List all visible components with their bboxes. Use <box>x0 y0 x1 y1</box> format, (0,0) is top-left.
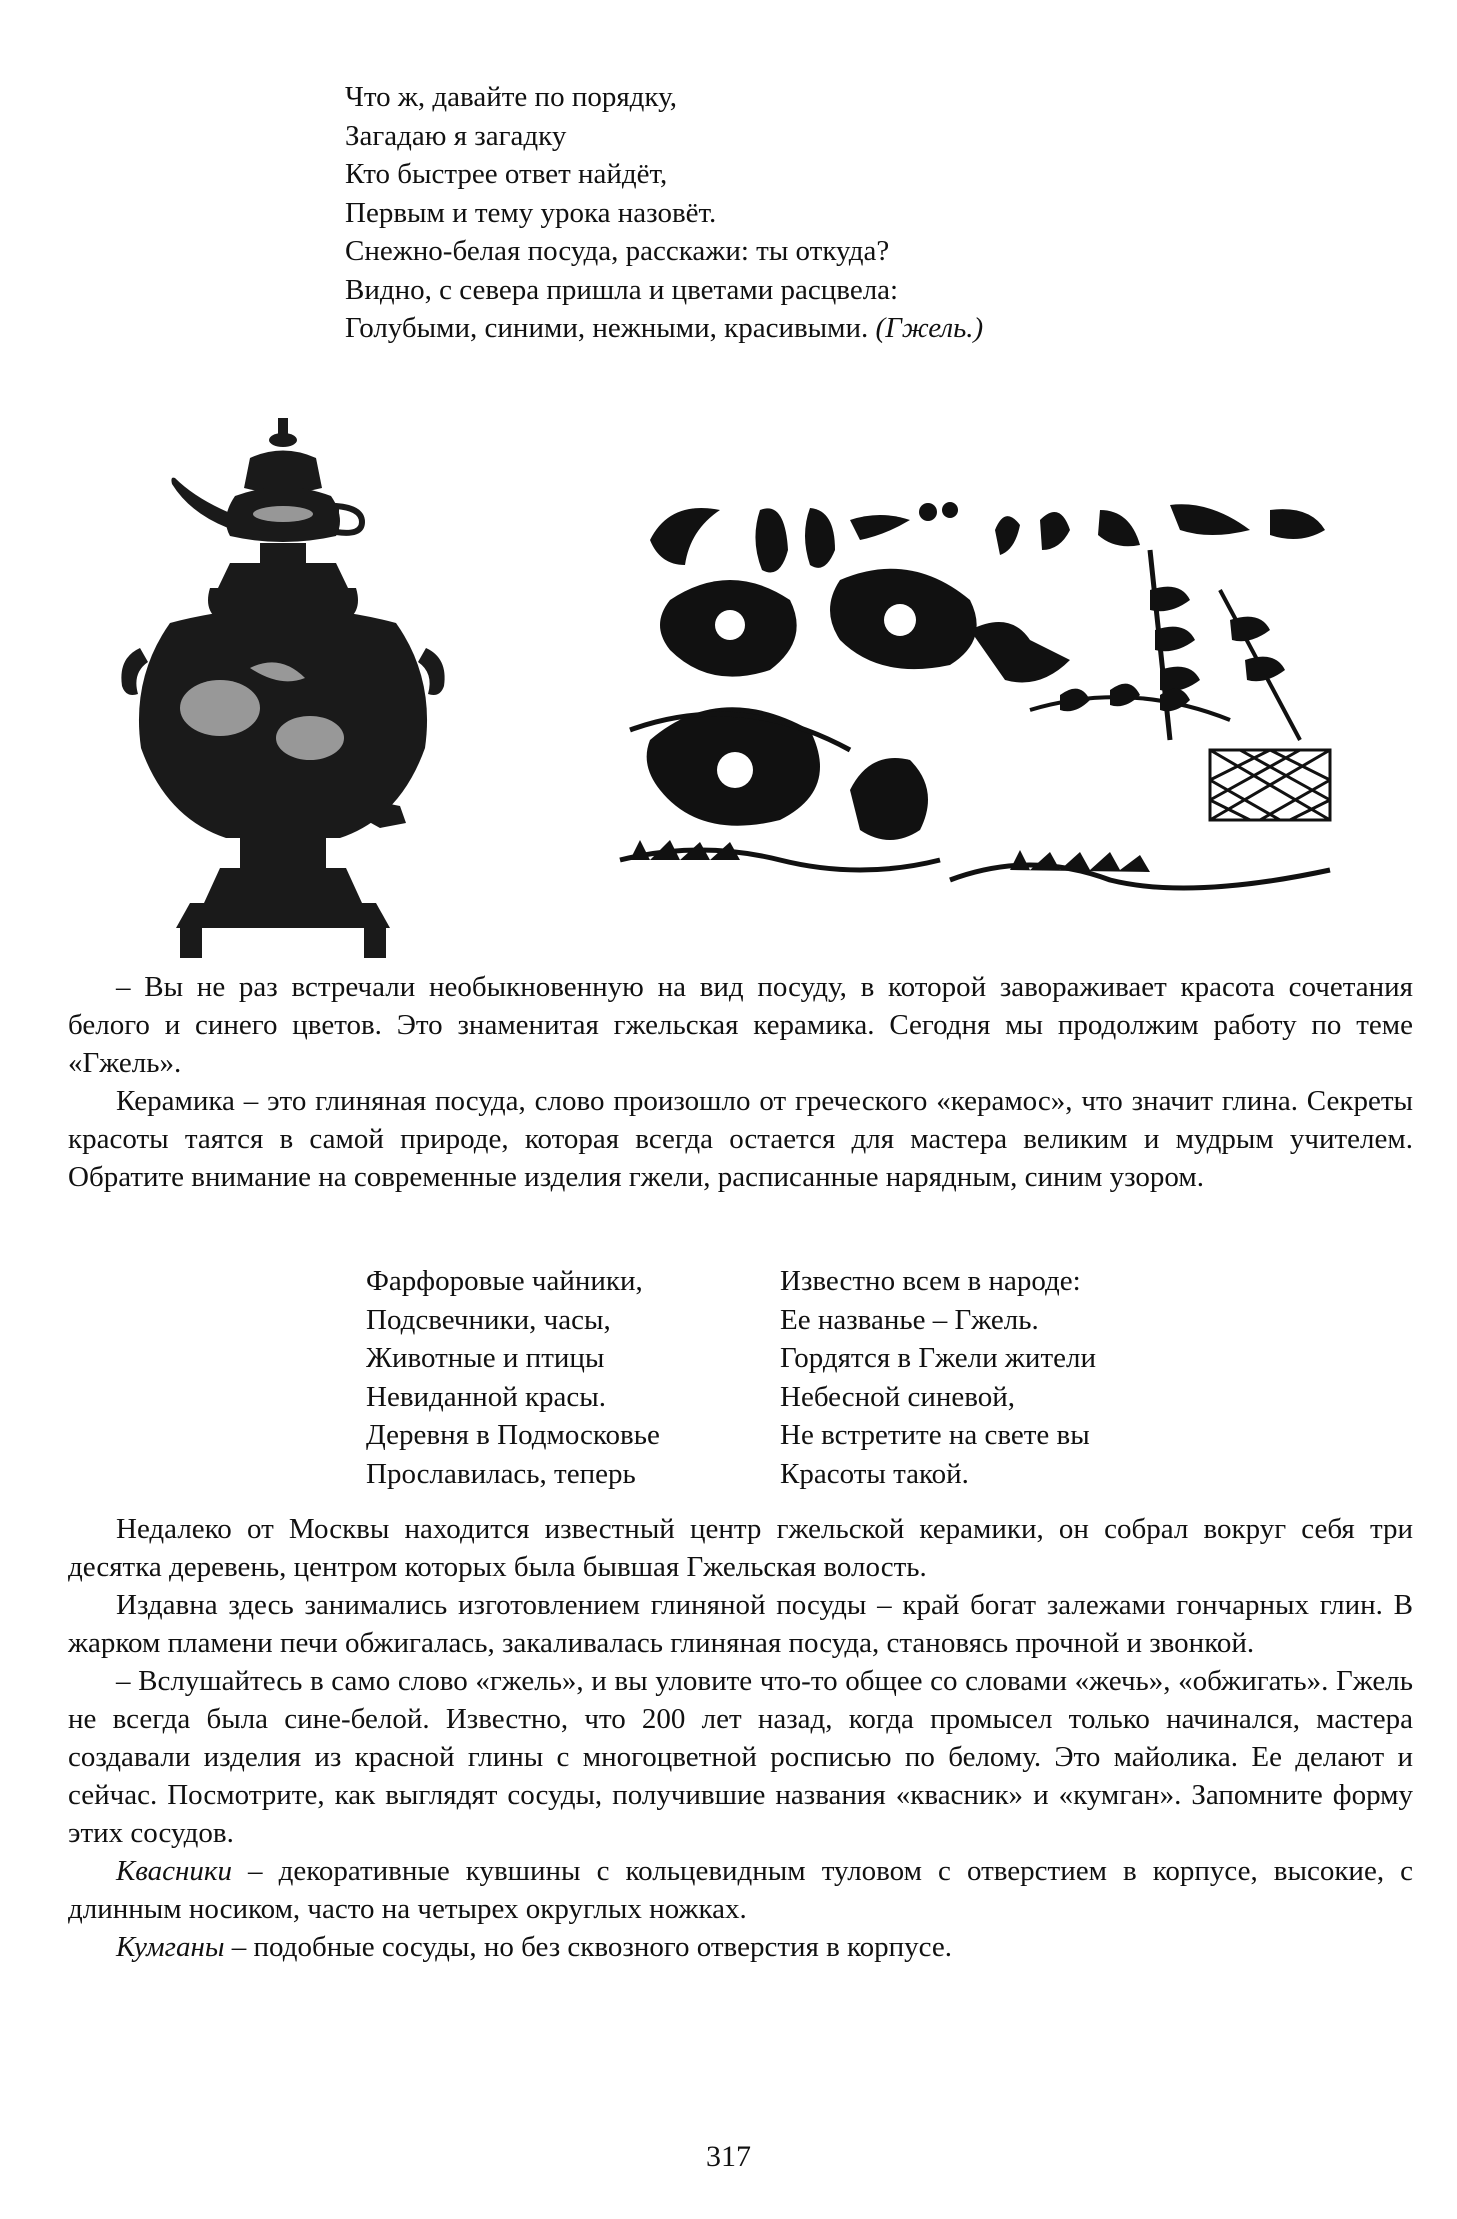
verse-line: Ее названье – Гжель. <box>780 1303 1039 1336</box>
verse-line: Прославилась, теперь <box>366 1457 636 1490</box>
verse-right-column <box>780 1262 1096 1493</box>
intro-text <box>68 968 1413 1196</box>
definition-kumgany <box>68 1928 1413 1966</box>
verse-line: Гордятся в Гжели жители <box>780 1342 1096 1374</box>
riddle-poem <box>345 78 983 348</box>
verse-line: Подсвечники, часы, <box>366 1303 611 1336</box>
riddle-answer: (Гжель.) <box>875 312 984 344</box>
paragraph: Керамика – это глиняная посуда, слово произошло от греческого «керамос», что значит глина. Секреты красоты таятся в самой природе, которая всегда остается для мастера великим и мудрым учителем. Обратите внимание на современные изделия гжели, расписанные нарядным, синим узором. <box>68 1085 1413 1193</box>
page-number: 317 <box>706 2140 751 2173</box>
gzhel-ornament-elements <box>610 490 1340 910</box>
paragraph: – Вслушайтесь в само слово «гжель», и вы уловите что-то общее со словами «жечь», «обжигать». Гжель не всегда была сине-белой. Известно, что 200 лет назад, когда промысел только начинался, мастера создавали изделия из красной глины с многоцветной росписью по белому. Это майолика. Ее делают и сейчас. Посмотрите, как выглядят сосуды, получившие названия «квасник» и «кумган». Запомните форму этих сосудов. <box>68 1665 1413 1849</box>
definition-kvasniki <box>68 1852 1413 1928</box>
verse-line: Фарфоровые чайники, <box>366 1265 643 1297</box>
term: Квасники <box>116 1855 232 1887</box>
definition: – декоративные кувшины с кольцевидным туловом с отверстием в корпусе, высокие, с длинным носиком, часто на четырех округлых ножках. <box>68 1855 1413 1925</box>
poem-line-last <box>345 309 983 348</box>
poem-line-text: Голубыми, синими, нежными, красивыми. <box>345 312 869 344</box>
definition: – подобные сосуды, но без сквозного отверстия в корпусе. <box>224 1931 953 1963</box>
verse-line: Красоты такой. <box>780 1457 969 1490</box>
history-text <box>68 1510 1413 1966</box>
verse-line: Животные и птицы <box>366 1342 605 1374</box>
poem-line: Что ж, давайте по порядку, <box>345 81 677 113</box>
poem-line: Загадаю я загадку <box>345 119 567 152</box>
verse-line: Небесной синевой, <box>780 1380 1015 1413</box>
verse-line: Деревня в Подмосковье <box>366 1419 660 1451</box>
samovar-illustration <box>100 418 460 963</box>
verse-line: Невиданной красы. <box>366 1380 607 1413</box>
verse-line: Не встретите на свете вы <box>780 1419 1090 1451</box>
verse-left-column <box>366 1262 660 1493</box>
term: Кумганы <box>116 1931 225 1963</box>
paragraph: Издавна здесь занимались изготовлением глиняной посуды – край богат залежами гончарных глин. В жарком пламени печи обжигалась, закаливалась глиняная посуда, становясь прочной и звонкой. <box>68 1589 1413 1659</box>
verse-line: Известно всем в народе: <box>780 1265 1081 1297</box>
poem-line: Кто быстрее ответ найдёт, <box>345 158 668 190</box>
poem-line: Первым и тему урока назовёт. <box>345 196 717 229</box>
poem-line: Видно, с севера пришла и цветами расцвела: <box>345 273 899 306</box>
paragraph: – Вы не раз встречали необыкновенную на вид посуду, в которой завораживает красота сочетания белого и синего цветов. Это знаменитая гжельская керамика. Сегодня мы продолжим работу по теме «Гжель». <box>68 971 1413 1079</box>
poem-line: Снежно-белая посуда, расскажи: ты откуда? <box>345 235 890 267</box>
paragraph: Недалеко от Москвы находится известный центр гжельской керамики, он собрал вокруг себя три десятка деревень, центром которых была бывшая Гжельская волость. <box>68 1513 1413 1583</box>
